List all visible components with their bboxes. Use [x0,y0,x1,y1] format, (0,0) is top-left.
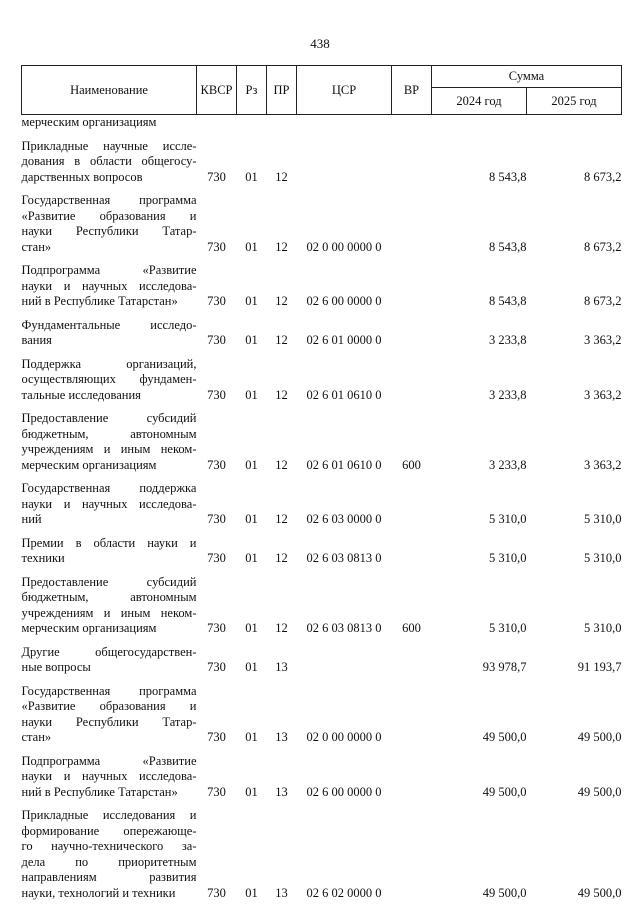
sum-2025-cell: 8 673,2 [584,294,622,308]
csr-cell: 02 6 00 0000 0 [306,294,382,308]
sum-2025-cell: 8 673,2 [584,239,622,254]
row-name-line: стан» [21,730,52,744]
row-name-cell [22,193,197,255]
row-name-line: учреждениям и иным неком- [21,442,197,456]
kvsr-cell: 730 [207,784,226,799]
kvsr-cell: 730 [207,457,226,472]
row-spacer [22,473,622,481]
sum-2025-cell: 91 193,7 [577,660,622,674]
row-name-cell [22,754,197,801]
row-spacer-cell [22,676,622,684]
sum-2025-cell: 5 310,0 [584,551,622,565]
sum-2024-cell: 49 500,0 [482,885,527,900]
sum-2024-cell: 8 543,8 [489,239,527,254]
table-row [22,754,622,801]
rz-cell: 01 [245,387,258,402]
table-row [22,193,622,255]
csr-cell: 02 6 03 0813 0 [306,551,382,565]
vr-cell [392,193,432,255]
row-spacer [22,403,622,411]
row-name-line: Другие общегосударствен- [21,644,197,659]
kvsr-cell: 730 [207,387,226,402]
kvsr-cell: 730 [207,551,226,565]
row-name-line: дела по приоритетным [21,854,197,869]
row-name-line: бюджетным, автономным [21,590,197,604]
row-name-line: дарственных вопросов [21,169,143,184]
csr-cell: 02 6 03 0000 0 [306,512,382,526]
rz-cell [237,115,267,131]
row-name-line: науки и научных исследова- [21,496,197,511]
pr-cell: 12 [275,239,288,254]
pr-cell: 12 [275,294,288,308]
row-name-line: техники [21,551,65,565]
header-sum: Сумма [432,66,622,88]
sum-2025-cell: 3 363,2 [584,333,622,347]
sum-2024-cell: 8 543,8 [489,294,527,308]
row-name-cell [22,575,197,637]
row-name-cell [22,357,197,404]
row-name-line: бюджетным, автономным [21,426,197,441]
table-body [22,115,622,902]
table-row [22,645,622,676]
table-header [22,66,622,115]
table-row [22,481,622,528]
vr-cell [392,481,432,528]
row-name-cell [22,318,197,349]
row-name-line: Подпрограмма «Развитие [21,753,197,768]
pr-cell: 13 [275,660,288,674]
row-spacer-cell [22,746,622,754]
vr-cell: 600 [402,457,421,472]
sum-2024-cell: 3 233,8 [489,333,527,347]
sum-2024-cell: 5 310,0 [489,551,527,565]
row-spacer-cell [22,403,622,411]
table-row [22,684,622,746]
row-spacer-cell [22,528,622,536]
sum-2024-cell: 93 978,7 [482,660,527,674]
kvsr-cell: 730 [207,660,226,674]
row-name-line: Прикладные исследования и [21,808,197,822]
vr-cell [392,754,432,801]
sum-2025-cell: 8 673,2 [584,169,622,184]
pr-cell: 13 [275,885,288,900]
table-row [22,115,622,131]
row-spacer-cell [22,473,622,481]
rz-cell: 01 [245,333,258,347]
row-name-line: Премии в области науки и [21,535,197,550]
csr-cell [297,139,392,186]
csr-cell: 02 0 00 0000 0 [306,730,382,744]
vr-cell: 600 [402,621,421,635]
header-pr: ПР [267,66,297,115]
csr-cell: 02 6 03 0813 0 [306,621,382,635]
vr-cell [392,357,432,404]
pr-cell: 12 [275,512,288,526]
row-name-cell [22,645,197,676]
row-spacer-cell [22,131,622,139]
row-spacer [22,310,622,318]
row-spacer-cell [22,349,622,357]
row-spacer-cell [22,637,622,645]
header-rz: Рз [237,66,267,115]
row-spacer-cell [22,310,622,318]
row-name-line: го научно-технического за- [21,839,197,853]
sum-2024-cell: 5 310,0 [489,512,527,526]
row-name-line: Фундаментальные исследо- [21,317,197,332]
row-name-cell [22,684,197,746]
kvsr-cell: 730 [207,512,226,526]
row-name-line: науки Республики Татар- [21,714,197,729]
row-name-line: формирование опережающе- [21,823,197,838]
header-csr: ЦСР [297,66,392,115]
row-name-line: ний [21,512,42,526]
rz-cell: 01 [245,294,258,308]
row-name-line: ний в Республике Татарстан» [21,294,178,308]
sum-2025-cell: 49 500,0 [577,885,622,900]
header-year-2025: 2025 год [527,88,622,115]
row-name-line: учреждениям и иным неком- [21,605,197,620]
pr-cell: 12 [275,387,288,402]
pr-cell: 12 [275,551,288,565]
row-name-line: дования в области общегосу- [21,154,197,168]
row-name-line: стан» [21,239,52,254]
kvsr-cell: 730 [207,621,226,635]
row-name-line: Предоставление субсидий [21,411,197,425]
pr-cell: 13 [275,730,288,744]
row-name-line: мерческим организациям [21,621,157,635]
row-name-cell [22,808,197,901]
vr-cell [392,263,432,310]
row-spacer [22,637,622,645]
sum-2025-cell: 5 310,0 [584,512,622,526]
pr-cell: 12 [275,457,288,472]
header-name: Наименование [22,66,197,115]
vr-cell [392,536,432,567]
row-name-cell [22,115,197,131]
table-row [22,357,622,404]
row-name-cell [22,411,197,473]
row-spacer [22,528,622,536]
pr-cell: 12 [275,169,288,184]
row-name-line: ные вопросы [21,660,91,674]
vr-cell [392,139,432,186]
kvsr-cell: 730 [207,885,226,900]
row-name-cell [22,536,197,567]
rz-cell: 01 [245,551,258,565]
row-spacer [22,185,622,193]
table-row [22,263,622,310]
vr-cell [392,318,432,349]
budget-table [21,65,622,901]
rz-cell: 01 [245,621,258,635]
row-spacer [22,255,622,263]
row-spacer [22,349,622,357]
row-name-line: Прикладные научные иссле- [21,138,197,153]
row-name-line: направлениям развития [21,870,197,884]
kvsr-cell: 730 [207,239,226,254]
pr-cell [267,115,297,131]
csr-cell: 02 0 00 0000 0 [306,239,382,254]
sum-2024-cell: 5 310,0 [489,621,527,635]
row-name-line: науки Республики Татар- [21,224,197,238]
row-name-line: науки и научных исследова- [21,278,197,293]
sum-2024-cell: 49 500,0 [482,784,527,799]
rz-cell: 01 [245,169,258,184]
rz-cell: 01 [245,784,258,799]
row-name-line: вания [21,333,52,347]
pr-cell: 12 [275,621,288,635]
page-number: 438 [310,36,330,51]
row-spacer-cell [22,185,622,193]
csr-cell [297,645,392,676]
kvsr-cell: 730 [207,169,226,184]
kvsr-cell: 730 [207,333,226,347]
row-name-cell [22,139,197,186]
sum-2024-cell: 8 543,8 [489,169,527,184]
table-row [22,575,622,637]
kvsr-cell [197,115,237,131]
row-spacer [22,131,622,139]
csr-cell: 02 6 00 0000 0 [306,784,382,799]
sum-2024-cell [432,115,527,131]
sum-2025-cell: 5 310,0 [584,621,622,635]
rz-cell: 01 [245,730,258,744]
sum-2025-cell: 49 500,0 [577,784,622,799]
table-row [22,808,622,901]
row-name-line: науки и научных исследова- [21,769,197,783]
header-kvsr: КВСР [197,66,237,115]
row-name-line: мерческим организациям [21,115,157,129]
kvsr-cell: 730 [207,730,226,744]
csr-cell: 02 6 01 0610 0 [306,387,382,402]
row-name-line: Государственная поддержка [21,481,197,495]
header-year-2024: 2024 год [432,88,527,115]
csr-cell: 02 6 02 0000 0 [306,885,382,900]
sum-2025-cell: 3 363,2 [584,387,622,402]
row-name-line: «Развитие образования и [21,699,197,713]
rz-cell: 01 [245,660,258,674]
row-spacer [22,746,622,754]
rz-cell: 01 [245,457,258,472]
row-spacer-cell [22,800,622,808]
sum-2024-cell: 3 233,8 [489,387,527,402]
row-name-line: тальные исследования [21,387,141,402]
table-row [22,139,622,186]
csr-cell: 02 6 01 0000 0 [306,333,382,347]
row-spacer [22,800,622,808]
pr-cell: 13 [275,784,288,799]
row-name-cell [22,263,197,310]
sum-2024-cell: 3 233,8 [489,457,527,472]
row-name-line: мерческим организациям [21,457,157,472]
row-spacer-cell [22,255,622,263]
row-spacer-cell [22,567,622,575]
csr-cell: 02 6 01 0610 0 [306,457,382,472]
rz-cell: 01 [245,239,258,254]
pr-cell: 12 [275,333,288,347]
row-name-line: Предоставление субсидий [21,574,197,589]
sum-2025-cell [527,115,622,131]
vr-cell [392,684,432,746]
row-name-line: Государственная программа [21,193,197,207]
table-row [22,318,622,349]
sum-2024-cell: 49 500,0 [482,730,527,744]
sum-2025-cell: 3 363,2 [584,457,622,472]
row-name-line: «Развитие образования и [21,208,197,223]
table-row [22,536,622,567]
row-name-line: ний в Республике Татарстан» [21,784,178,799]
csr-cell [297,115,392,131]
rz-cell: 01 [245,512,258,526]
row-spacer [22,567,622,575]
table-row [22,411,622,473]
rz-cell: 01 [245,885,258,900]
kvsr-cell: 730 [207,294,226,308]
row-name-line: Государственная программа [21,683,197,698]
sum-2025-cell: 49 500,0 [577,730,622,744]
row-name-line: науки, технологий и техники [21,885,176,900]
row-spacer [22,676,622,684]
vr-cell [392,115,432,131]
vr-cell [392,645,432,676]
row-name-line: Поддержка организаций, [21,356,197,371]
row-name-line: Подпрограмма «Развитие [21,263,197,277]
row-name-line: осуществляющих фундамен- [21,372,197,386]
header-vr: ВР [392,66,432,115]
row-name-cell [22,481,197,528]
vr-cell [392,808,432,901]
